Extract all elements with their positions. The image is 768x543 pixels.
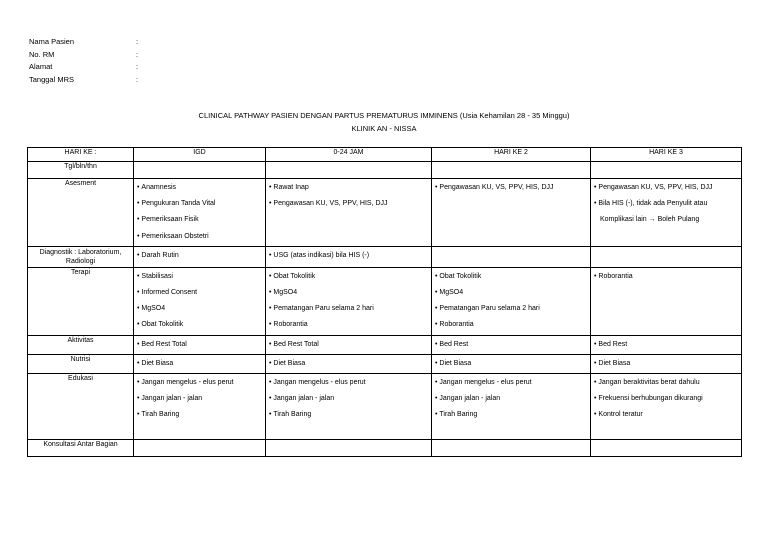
list-item: • Roborantia xyxy=(435,317,587,333)
header-hari-ke-3: HARI KE 3 xyxy=(591,148,742,162)
list-item: • MgSO4 xyxy=(137,301,262,317)
row-nutrisi xyxy=(28,354,742,373)
cell-edukasi-hari2 xyxy=(432,374,591,440)
info-row-tanggal xyxy=(29,74,138,87)
info-row-norm xyxy=(29,49,138,62)
row-terapi xyxy=(28,267,742,335)
list-item: • Darah Rutin xyxy=(137,248,262,264)
cell-aktivitas-hari3 xyxy=(591,335,742,354)
list-item: • Obat Tokolitik xyxy=(269,269,428,285)
list-item: • Bila HIS (-), tidak ada Penyulit atau xyxy=(594,196,738,212)
list-item: • Pemeriksaan Obstetri xyxy=(137,229,262,245)
row-label-asesment: Asesment xyxy=(28,179,134,247)
header-hari-ke: HARI KE : xyxy=(28,148,134,162)
list-item: • Jangan mengelus - elus perut xyxy=(269,375,428,391)
cell-konsultasi-hari2 xyxy=(432,440,591,457)
cell-terapi-jam xyxy=(266,267,432,335)
list-item: • Pemeriksaan Fisik xyxy=(137,212,262,228)
document-title: CLINICAL PATHWAY PASIEN DENGAN PARTUS PREMATURUS IMMINENS (Usia Kehamilan 28 - 35 Minggu) xyxy=(198,111,570,120)
cell-nutrisi-hari2 xyxy=(432,354,591,373)
cell-asesment-jam xyxy=(266,179,432,247)
list-item: • Jangan beraktivitas berat dahulu xyxy=(594,375,738,391)
list-item: • Stabilisasi xyxy=(137,269,262,285)
cell-diagnostik-hari2 xyxy=(432,246,591,267)
list-item: • Jangan jalan - jalan xyxy=(435,391,587,407)
cell-edukasi-igd xyxy=(134,374,266,440)
row-konsultasi xyxy=(28,440,742,457)
patient-info xyxy=(29,36,138,86)
list-item: • Jangan jalan - jalan xyxy=(137,391,262,407)
cell-terapi-igd xyxy=(134,267,266,335)
cell-terapi-hari3 xyxy=(591,267,742,335)
cell-diagnostik-hari3 xyxy=(591,246,742,267)
row-label-nutrisi: Nutrisi xyxy=(28,354,134,373)
list-item: • Kontrol teratur xyxy=(594,407,738,423)
cell-konsultasi-hari3 xyxy=(591,440,742,457)
list-item: • Pengawasan KU, VS, PPV, HIS, DJJ xyxy=(435,180,587,196)
cell-asesment-hari2 xyxy=(432,179,591,247)
list-item: • Pengawasan KU, VS, PPV, HIS, DJJ xyxy=(269,196,428,212)
header-igd: IGD xyxy=(134,148,266,162)
row-edukasi xyxy=(28,374,742,440)
row-label-edukasi: Edukasi xyxy=(28,374,134,440)
list-item: • Bed Rest xyxy=(594,337,738,353)
list-item: • Rawat Inap xyxy=(269,180,428,196)
cell-aktivitas-jam xyxy=(266,335,432,354)
cell-nutrisi-hari3 xyxy=(591,354,742,373)
list-item: • Roborantia xyxy=(594,269,738,285)
list-item: • Diet Biasa xyxy=(269,356,428,372)
list-item: • MgSO4 xyxy=(269,285,428,301)
header-row xyxy=(28,148,742,162)
list-item: • Anamnesis xyxy=(137,180,262,196)
row-label-terapi: Terapi xyxy=(28,267,134,335)
document-subtitle: KLINIK AN - NISSA xyxy=(351,124,417,133)
list-item: • Informed Consent xyxy=(137,285,262,301)
list-item: • Frekuensi berhubungan dikurangi xyxy=(594,391,738,407)
row-asesment xyxy=(28,179,742,247)
list-item: • Bed Rest xyxy=(435,337,587,353)
cell-diagnostik-igd xyxy=(134,246,266,267)
list-item: • MgSO4 xyxy=(435,285,587,301)
info-row-nama xyxy=(29,36,138,49)
list-item: • Tirah Baring xyxy=(137,407,262,423)
list-item: • Tirah Baring xyxy=(435,407,587,423)
list-item: • Pematangan Paru selama 2 hari xyxy=(435,301,587,317)
info-row-alamat xyxy=(29,61,138,74)
list-item: • Tirah Baring xyxy=(269,407,428,423)
cell-aktivitas-igd xyxy=(134,335,266,354)
info-separator: : xyxy=(136,74,139,84)
cell-edukasi-jam xyxy=(266,374,432,440)
row-tgl xyxy=(28,162,742,179)
cell-terapi-hari2 xyxy=(432,267,591,335)
cell-aktivitas-hari2 xyxy=(432,335,591,354)
cell-asesment-igd xyxy=(134,179,266,247)
cell-tgl-hari3 xyxy=(591,162,742,179)
cell-tgl-hari2 xyxy=(432,162,591,179)
cell-tgl-jam xyxy=(266,162,432,179)
cell-konsultasi-jam xyxy=(266,440,432,457)
cell-konsultasi-igd xyxy=(134,440,266,457)
list-item: • Jangan jalan - jalan xyxy=(269,391,428,407)
cell-asesment-hari3 xyxy=(591,179,742,247)
list-item: • Roborantia xyxy=(269,317,428,333)
list-item: • Bed Rest Total xyxy=(269,337,428,353)
cell-diagnostik-jam xyxy=(266,246,432,267)
cell-tgl-igd xyxy=(134,162,266,179)
list-item: • Pematangan Paru selama 2 hari xyxy=(269,301,428,317)
list-item: • Diet Biasa xyxy=(137,356,262,372)
cell-edukasi-hari3 xyxy=(591,374,742,440)
list-item: • Jangan mengelus - elus perut xyxy=(435,375,587,391)
list-item: • Obat Tokolitik xyxy=(137,317,262,333)
row-label-diagnostik: Diagnostik : Laboratorium, Radiologi xyxy=(28,246,134,267)
info-separator: : xyxy=(136,49,139,59)
list-item: • Pengukuran Tanda Vital xyxy=(137,196,262,212)
row-label-aktivitas: Aktivitas xyxy=(28,335,134,354)
list-item: • Bed Rest Total xyxy=(137,337,262,353)
info-label: No. RM xyxy=(29,49,55,59)
cell-nutrisi-igd xyxy=(134,354,266,373)
list-item: • USG (atas indikasi) bila HIS (-) xyxy=(269,248,428,264)
header-hari-ke-2: HARI KE 2 xyxy=(432,148,591,162)
cell-nutrisi-jam xyxy=(266,354,432,373)
info-separator: : xyxy=(136,62,139,71)
info-label: Nama Pasien xyxy=(29,37,75,46)
list-item-continuation: Komplikasi lain → Boleh Pulang xyxy=(600,216,700,224)
info-label: Alamat xyxy=(29,62,53,71)
list-item: • Diet Biasa xyxy=(594,356,738,372)
info-label: Tanggal MRS xyxy=(29,74,75,84)
row-diagnostik xyxy=(28,246,742,267)
info-separator: : xyxy=(136,37,139,46)
clinical-pathway-table xyxy=(27,147,742,457)
header-0-24-jam: 0-24 JAM xyxy=(266,148,432,162)
row-label-konsultasi: Konsultasi Antar Bagian xyxy=(28,440,134,457)
list-item: • Pengawasan KU, VS, PPV, HIS, DJJ xyxy=(594,180,738,196)
row-label-tgl: Tgl/bln/thn xyxy=(28,162,134,179)
list-item: • Diet Biasa xyxy=(435,356,587,372)
list-item: • Obat Tokolitik xyxy=(435,269,587,285)
row-aktivitas xyxy=(28,335,742,354)
list-item: • Jangan mengelus - elus perut xyxy=(137,375,262,391)
